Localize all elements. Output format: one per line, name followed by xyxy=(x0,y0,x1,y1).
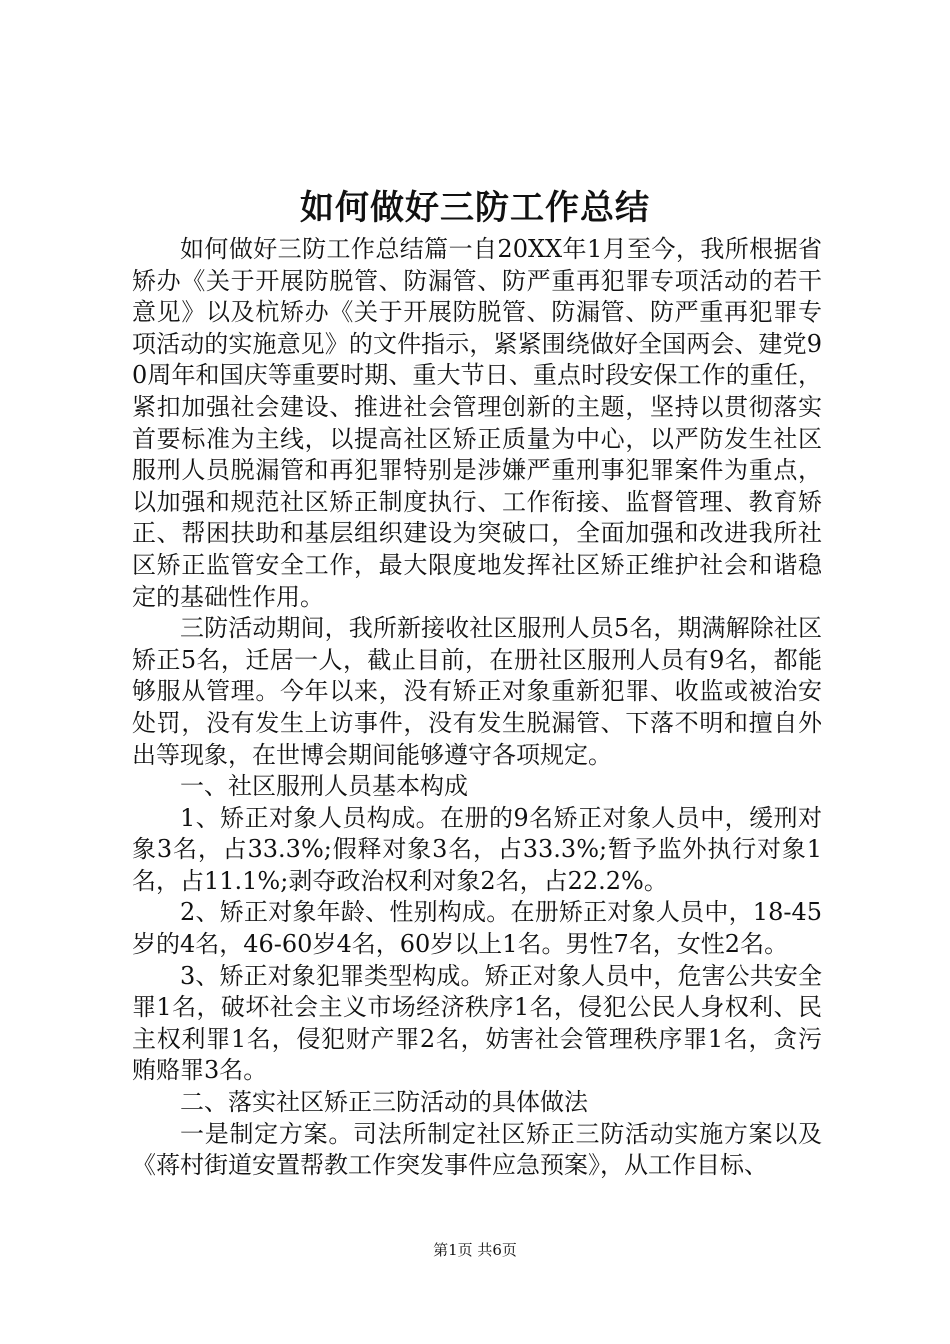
section-heading-composition: 一、社区服刑人员基本构成 xyxy=(180,772,468,801)
paragraph-activity-period: 三防活动期间，我所新接收社区服刑人员5名，期满解除社区矫正5名，迁居一人，截止目前，在册社区服刑人员有9名，都能够服从管理。今年以来，没有矫正对象重新犯罪、收监或被治安处罚，没有发生上访事件，没有发生脱漏管、下落不明和擅自外出等现象，在世博会期间能够遵守各项规定。 xyxy=(132,614,822,769)
paragraph-intro: 如何做好三防工作总结篇一自20XX年1月至今，我所根据省矫办《关于开展防脱管、防漏管、防严重再犯罪专项活动的若干意见》以及杭矫办《关于开展防脱管、防漏管、防严重再犯罪专项活动的实施意见》的文件指示，紧紧围绕做好全国两会、建党90周年和国庆等重要时期、重大节日、重点时段安保工作的重任，紧扣加强社会建设、推进社会管理创新的主题，坚持以贯彻落实首要标准为主线，以提高社区矫正质量为中心，以严防发生社区服刑人员脱漏管和再犯罪特别是涉嫌严重刑事犯罪案件为重点，以加强和规范社区矫正制度执行、工作衔接、监督管理、教育矫正、帮困扶助和基层组织建设为突破口，全面加强和改进我所社区矫正监管安全工作，最大限度地发挥社区矫正维护社会和谐稳定的基础性作用。 xyxy=(132,235,822,611)
paragraph-composition-3: 3、矫正对象犯罪类型构成。矫正对象人员中，危害公共安全罪1名，破坏社会主义市场经济秩序1名，侵犯公民人身权利、民主权利罪1名，侵犯财产罪2名，妨害社会管理秩序罪1名，贪污贿赂罪3名。 xyxy=(132,961,822,1085)
document-title: 如何做好三防工作总结 xyxy=(300,188,650,228)
paragraph-composition-2: 2、矫正对象年龄、性别构成。在册矫正对象人员中，18-45岁的4名，46-60岁4名，60岁以上1名。男性7名，女性2名。 xyxy=(132,898,822,959)
section-heading-measures: 二、落实社区矫正三防活动的具体做法 xyxy=(180,1088,588,1117)
paragraph-composition-1: 1、矫正对象人员构成。在册的9名矫正对象人员中，缓刑对象3名，占33.3%;假释对象3名，占33.3%;暂予监外执行对象1名，占11.1%;剥夺政治权利对象2名，占22.2%。 xyxy=(132,803,822,895)
page-footer: 第1页 共6页 xyxy=(433,1241,517,1259)
document-body xyxy=(132,234,822,1182)
paragraph-measure-1: 一是制定方案。司法所制定社区矫正三防活动实施方案以及《蒋村街道安置帮教工作突发事件应急预案》，从工作目标、 xyxy=(132,1119,822,1180)
